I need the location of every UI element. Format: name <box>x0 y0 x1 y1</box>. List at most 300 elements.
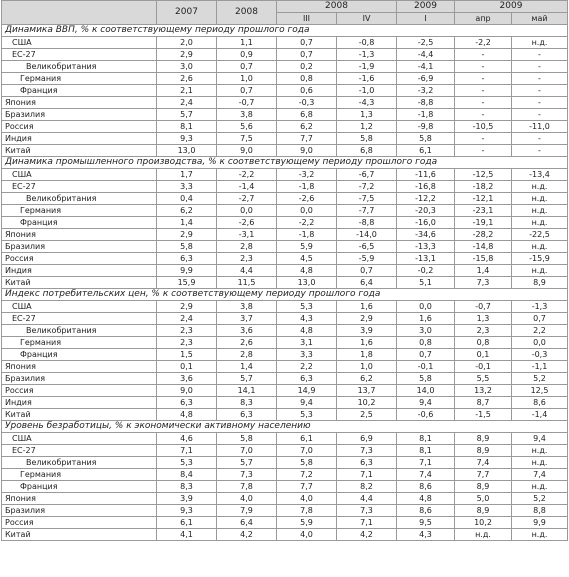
value-cell: -12,2 <box>397 193 455 205</box>
value-cell: - <box>455 61 512 73</box>
value-cell: 6,2 <box>157 205 217 217</box>
table-row <box>2 133 568 145</box>
value-cell: 4,8 <box>277 325 337 337</box>
value-cell: 4,5 <box>277 253 337 265</box>
value-cell: 0,6 <box>277 85 337 97</box>
value-cell: -2,7 <box>217 193 277 205</box>
table-row <box>2 361 568 373</box>
value-cell: -34,6 <box>397 229 455 241</box>
country-name-cell: Япония <box>2 97 157 109</box>
table-row <box>2 481 568 493</box>
header-2008-quarters: 2008 <box>277 1 397 13</box>
value-cell: -1,4 <box>512 409 568 421</box>
value-cell: 7,4 <box>397 469 455 481</box>
value-cell: - <box>512 97 568 109</box>
section-header-row <box>2 421 568 433</box>
value-cell: 3,1 <box>277 337 337 349</box>
table-row <box>2 337 568 349</box>
value-cell: -10,5 <box>455 121 512 133</box>
table-row <box>2 469 568 481</box>
value-cell: 2,3 <box>455 325 512 337</box>
country-name-cell: Россия <box>2 517 157 529</box>
value-cell: 5,2 <box>512 493 568 505</box>
country-name-cell: ЕС-27 <box>2 49 157 61</box>
table-row <box>2 145 568 157</box>
value-cell: 7,1 <box>157 445 217 457</box>
section-header-row <box>2 157 568 169</box>
value-cell: -2,6 <box>217 217 277 229</box>
value-cell: - <box>455 49 512 61</box>
value-cell: 8,4 <box>157 469 217 481</box>
value-cell: 2,1 <box>157 85 217 97</box>
value-cell: -3,1 <box>217 229 277 241</box>
value-cell: -1,6 <box>337 73 397 85</box>
value-cell: -16,0 <box>397 217 455 229</box>
value-cell: 6,1 <box>157 517 217 529</box>
value-cell: - <box>512 145 568 157</box>
value-cell: 2,9 <box>157 49 217 61</box>
value-cell: 4,3 <box>277 313 337 325</box>
table-row <box>2 493 568 505</box>
value-cell: 3,3 <box>277 349 337 361</box>
value-cell: 0,7 <box>337 265 397 277</box>
value-cell: 4,0 <box>277 493 337 505</box>
value-cell: 0,0 <box>217 205 277 217</box>
value-cell: 5,0 <box>455 493 512 505</box>
value-cell: 3,8 <box>217 301 277 313</box>
value-cell: 9,3 <box>157 505 217 517</box>
value-cell: 4,8 <box>157 409 217 421</box>
value-cell: 9,9 <box>157 265 217 277</box>
value-cell: н.д. <box>512 241 568 253</box>
country-name-cell: ЕС-27 <box>2 445 157 457</box>
country-name-cell: США <box>2 433 157 445</box>
value-cell: 2,8 <box>217 241 277 253</box>
country-name-cell: Германия <box>2 469 157 481</box>
value-cell: -2,2 <box>217 169 277 181</box>
value-cell: 9,9 <box>512 517 568 529</box>
value-cell: 8,3 <box>157 481 217 493</box>
macro-indicators-table <box>1 0 568 541</box>
section-title: Индекс потребительских цен, % к соответствующему периоду прошлого года <box>2 289 568 301</box>
value-cell: -4,3 <box>337 97 397 109</box>
value-cell: 1,0 <box>217 73 277 85</box>
value-cell: 4,2 <box>337 529 397 541</box>
value-cell: 7,5 <box>217 133 277 145</box>
value-cell: -0,1 <box>455 361 512 373</box>
value-cell: 6,8 <box>337 145 397 157</box>
value-cell: 5,9 <box>277 241 337 253</box>
table-row <box>2 397 568 409</box>
value-cell: 8,1 <box>397 445 455 457</box>
value-cell: 1,5 <box>157 349 217 361</box>
value-cell: 13,2 <box>455 385 512 397</box>
value-cell: 1,8 <box>337 349 397 361</box>
value-cell: -9,8 <box>397 121 455 133</box>
table-row <box>2 193 568 205</box>
value-cell: 6,1 <box>277 433 337 445</box>
value-cell: 14,9 <box>277 385 337 397</box>
table-row <box>2 181 568 193</box>
value-cell: 13,0 <box>277 277 337 289</box>
value-cell: 10,2 <box>455 517 512 529</box>
header-may: май <box>512 13 568 25</box>
value-cell: 8,9 <box>455 505 512 517</box>
value-cell: 3,9 <box>337 325 397 337</box>
value-cell: -22,5 <box>512 229 568 241</box>
value-cell: 3,3 <box>157 181 217 193</box>
value-cell: 2,0 <box>157 37 217 49</box>
value-cell: 7,3 <box>337 445 397 457</box>
country-name-cell: Великобритания <box>2 193 157 205</box>
country-name-cell: ЕС-27 <box>2 181 157 193</box>
value-cell: 6,1 <box>397 145 455 157</box>
value-cell: -14,0 <box>337 229 397 241</box>
value-cell: н.д. <box>512 529 568 541</box>
section-title: Динамика промышленного производства, % к соответствующему периоду прошлого года <box>2 157 568 169</box>
value-cell: 4,0 <box>277 529 337 541</box>
value-cell: 1,2 <box>337 121 397 133</box>
value-cell: 3,8 <box>217 109 277 121</box>
value-cell: 5,8 <box>277 457 337 469</box>
header-2009-months: 2009 <box>455 1 568 13</box>
value-cell: н.д. <box>512 265 568 277</box>
table-row <box>2 349 568 361</box>
value-cell: 6,4 <box>337 277 397 289</box>
value-cell: 8,6 <box>397 505 455 517</box>
value-cell: 7,0 <box>217 445 277 457</box>
country-name-cell: Великобритания <box>2 457 157 469</box>
value-cell: -0,3 <box>512 349 568 361</box>
value-cell: 5,8 <box>217 433 277 445</box>
value-cell: -1,8 <box>277 181 337 193</box>
country-name-cell: Россия <box>2 121 157 133</box>
value-cell: 6,2 <box>337 373 397 385</box>
value-cell: 7,8 <box>277 505 337 517</box>
table-row <box>2 85 568 97</box>
value-cell: -5,9 <box>337 253 397 265</box>
country-name-cell: Бразилия <box>2 241 157 253</box>
table-row <box>2 505 568 517</box>
table-row <box>2 109 568 121</box>
value-cell: 3,9 <box>157 493 217 505</box>
value-cell: н.д. <box>512 205 568 217</box>
value-cell: 8,3 <box>217 397 277 409</box>
value-cell: -2,6 <box>277 193 337 205</box>
country-name-cell: Россия <box>2 253 157 265</box>
country-name-cell: Индия <box>2 133 157 145</box>
value-cell: 7,1 <box>337 517 397 529</box>
value-cell: 0,0 <box>397 301 455 313</box>
value-cell: 0,7 <box>397 349 455 361</box>
value-cell: - <box>455 73 512 85</box>
value-cell: -12,5 <box>455 169 512 181</box>
value-cell: 13,7 <box>337 385 397 397</box>
value-cell: -28,2 <box>455 229 512 241</box>
value-cell: -1,3 <box>512 301 568 313</box>
value-cell: 8,9 <box>455 433 512 445</box>
country-name-cell: Франция <box>2 217 157 229</box>
value-cell: 5,7 <box>217 373 277 385</box>
value-cell: 3,7 <box>217 313 277 325</box>
value-cell: -0,8 <box>337 37 397 49</box>
country-name-cell: ЕС-27 <box>2 313 157 325</box>
value-cell: н.д. <box>512 217 568 229</box>
country-name-cell: Индия <box>2 265 157 277</box>
table-row <box>2 409 568 421</box>
value-cell: -4,4 <box>397 49 455 61</box>
value-cell: 8,9 <box>455 481 512 493</box>
value-cell: 6,8 <box>277 109 337 121</box>
value-cell: н.д. <box>512 457 568 469</box>
value-cell: 8,1 <box>397 433 455 445</box>
table-row <box>2 97 568 109</box>
table-header <box>2 1 568 25</box>
value-cell: 4,8 <box>277 265 337 277</box>
value-cell: 8,6 <box>512 397 568 409</box>
header-q4: IV <box>337 13 397 25</box>
value-cell: 9,0 <box>217 145 277 157</box>
value-cell: -2,2 <box>277 217 337 229</box>
value-cell: 7,1 <box>397 457 455 469</box>
value-cell: 2,3 <box>217 253 277 265</box>
country-name-cell: Великобритания <box>2 61 157 73</box>
value-cell: -0,3 <box>277 97 337 109</box>
value-cell: -6,7 <box>337 169 397 181</box>
value-cell: -0,7 <box>217 97 277 109</box>
value-cell: 7,4 <box>512 469 568 481</box>
country-name-cell: Германия <box>2 73 157 85</box>
value-cell: 6,3 <box>337 457 397 469</box>
header-q1: I <box>397 13 455 25</box>
country-name-cell: США <box>2 37 157 49</box>
value-cell: 9,4 <box>277 397 337 409</box>
country-name-cell: Китай <box>2 277 157 289</box>
table-row <box>2 301 568 313</box>
value-cell: 0,7 <box>217 85 277 97</box>
value-cell: -13,3 <box>397 241 455 253</box>
value-cell: -19,1 <box>455 217 512 229</box>
value-cell: 0,0 <box>277 205 337 217</box>
country-name-cell: Франция <box>2 85 157 97</box>
value-cell: 4,6 <box>157 433 217 445</box>
value-cell: 2,2 <box>512 325 568 337</box>
country-name-cell: Индия <box>2 397 157 409</box>
value-cell: -18,2 <box>455 181 512 193</box>
value-cell: 1,6 <box>397 313 455 325</box>
value-cell: 7,3 <box>455 277 512 289</box>
header-indicator-cell <box>2 1 157 25</box>
value-cell: 0,2 <box>277 61 337 73</box>
value-cell: 2,3 <box>157 337 217 349</box>
value-cell: -0,6 <box>397 409 455 421</box>
value-cell: 7,2 <box>277 469 337 481</box>
value-cell: 0,7 <box>277 49 337 61</box>
value-cell: 2,4 <box>157 97 217 109</box>
section-header-row <box>2 25 568 37</box>
value-cell: 12,5 <box>512 385 568 397</box>
value-cell: 2,9 <box>337 313 397 325</box>
value-cell: 6,3 <box>157 253 217 265</box>
section-title: Динамика ВВП, % к соответствующему периоду прошлого года <box>2 25 568 37</box>
value-cell: -1,0 <box>337 85 397 97</box>
value-cell: 7,0 <box>277 445 337 457</box>
value-cell: -2,5 <box>397 37 455 49</box>
value-cell: н.д. <box>512 181 568 193</box>
value-cell: 0,9 <box>217 49 277 61</box>
value-cell: 2,4 <box>157 313 217 325</box>
table-row <box>2 325 568 337</box>
value-cell: -12,1 <box>455 193 512 205</box>
table-row <box>2 49 568 61</box>
value-cell: -1,1 <box>512 361 568 373</box>
value-cell: -8,8 <box>397 97 455 109</box>
value-cell: 4,8 <box>397 493 455 505</box>
value-cell: 5,3 <box>277 301 337 313</box>
value-cell: н.д. <box>512 37 568 49</box>
value-cell: 5,5 <box>455 373 512 385</box>
value-cell: 2,6 <box>157 73 217 85</box>
value-cell: 5,3 <box>277 409 337 421</box>
value-cell: -3,2 <box>397 85 455 97</box>
value-cell: - <box>512 61 568 73</box>
value-cell: 5,7 <box>157 109 217 121</box>
value-cell: 2,2 <box>277 361 337 373</box>
value-cell: 1,7 <box>157 169 217 181</box>
country-name-cell: Франция <box>2 481 157 493</box>
value-cell: -13,4 <box>512 169 568 181</box>
value-cell: 5,8 <box>397 373 455 385</box>
value-cell: - <box>512 49 568 61</box>
value-cell: -16,8 <box>397 181 455 193</box>
value-cell: - <box>512 133 568 145</box>
value-cell: 2,6 <box>217 337 277 349</box>
value-cell: 3,6 <box>217 325 277 337</box>
value-cell: 7,7 <box>455 469 512 481</box>
value-cell: 7,3 <box>217 469 277 481</box>
table-row <box>2 265 568 277</box>
value-cell: 6,3 <box>277 373 337 385</box>
value-cell: 14,0 <box>397 385 455 397</box>
value-cell: 9,4 <box>512 433 568 445</box>
value-cell: 9,4 <box>397 397 455 409</box>
value-cell: 3,0 <box>397 325 455 337</box>
country-name-cell: Бразилия <box>2 505 157 517</box>
value-cell: -1,4 <box>217 181 277 193</box>
value-cell: -15,8 <box>455 253 512 265</box>
value-cell: 6,4 <box>217 517 277 529</box>
country-name-cell: Бразилия <box>2 373 157 385</box>
value-cell: 0,7 <box>512 313 568 325</box>
value-cell: -7,5 <box>337 193 397 205</box>
value-cell: 1,1 <box>217 37 277 49</box>
value-cell: 4,4 <box>337 493 397 505</box>
country-name-cell: Франция <box>2 349 157 361</box>
value-cell: 5,8 <box>157 241 217 253</box>
value-cell: н.д. <box>455 529 512 541</box>
value-cell: -20,3 <box>397 205 455 217</box>
value-cell: -0,1 <box>397 361 455 373</box>
country-name-cell: Япония <box>2 361 157 373</box>
value-cell: -14,8 <box>455 241 512 253</box>
value-cell: -7,2 <box>337 181 397 193</box>
value-cell: 7,4 <box>455 457 512 469</box>
value-cell: 0,0 <box>512 337 568 349</box>
country-name-cell: США <box>2 301 157 313</box>
value-cell: 9,3 <box>157 133 217 145</box>
table-row <box>2 517 568 529</box>
value-cell: 9,0 <box>157 385 217 397</box>
value-cell: 6,3 <box>217 409 277 421</box>
value-cell: 7,8 <box>217 481 277 493</box>
value-cell: - <box>455 97 512 109</box>
value-cell: -7,7 <box>337 205 397 217</box>
value-cell: 2,8 <box>217 349 277 361</box>
header-q3: III <box>277 13 337 25</box>
table-body <box>2 25 568 541</box>
country-name-cell: Германия <box>2 337 157 349</box>
value-cell: 1,6 <box>337 301 397 313</box>
value-cell: 15,9 <box>157 277 217 289</box>
value-cell: -8,8 <box>337 217 397 229</box>
value-cell: 8,9 <box>455 445 512 457</box>
value-cell: 8,2 <box>337 481 397 493</box>
value-cell: - <box>512 85 568 97</box>
country-name-cell: Бразилия <box>2 109 157 121</box>
value-cell: 3,6 <box>157 373 217 385</box>
table-row <box>2 433 568 445</box>
value-cell: -15,9 <box>512 253 568 265</box>
country-name-cell: Япония <box>2 493 157 505</box>
country-name-cell: Китай <box>2 529 157 541</box>
value-cell: 4,0 <box>217 493 277 505</box>
table-row <box>2 529 568 541</box>
value-cell: 3,0 <box>157 61 217 73</box>
value-cell: -6,9 <box>397 73 455 85</box>
table-row <box>2 121 568 133</box>
value-cell: 5,8 <box>397 133 455 145</box>
value-cell: н.д. <box>512 445 568 457</box>
header-apr: апр <box>455 13 512 25</box>
section-header-row <box>2 289 568 301</box>
table-row <box>2 241 568 253</box>
value-cell: 0,8 <box>277 73 337 85</box>
value-cell: 0,1 <box>455 349 512 361</box>
value-cell: 4,4 <box>217 265 277 277</box>
value-cell: 2,3 <box>157 325 217 337</box>
table-row <box>2 373 568 385</box>
value-cell: 5,1 <box>397 277 455 289</box>
value-cell: - <box>512 109 568 121</box>
table-row <box>2 385 568 397</box>
value-cell: 7,7 <box>277 481 337 493</box>
value-cell: - <box>512 73 568 85</box>
value-cell: 2,5 <box>337 409 397 421</box>
value-cell: 8,6 <box>397 481 455 493</box>
table-row <box>2 277 568 289</box>
country-name-cell: США <box>2 169 157 181</box>
value-cell: -3,2 <box>277 169 337 181</box>
value-cell: 0,8 <box>397 337 455 349</box>
value-cell: -6,5 <box>337 241 397 253</box>
value-cell: 13,0 <box>157 145 217 157</box>
value-cell: 7,1 <box>337 469 397 481</box>
value-cell: 0,8 <box>455 337 512 349</box>
value-cell: 7,7 <box>277 133 337 145</box>
value-cell: -1,8 <box>397 109 455 121</box>
value-cell: 14,1 <box>217 385 277 397</box>
value-cell: 0,7 <box>217 61 277 73</box>
